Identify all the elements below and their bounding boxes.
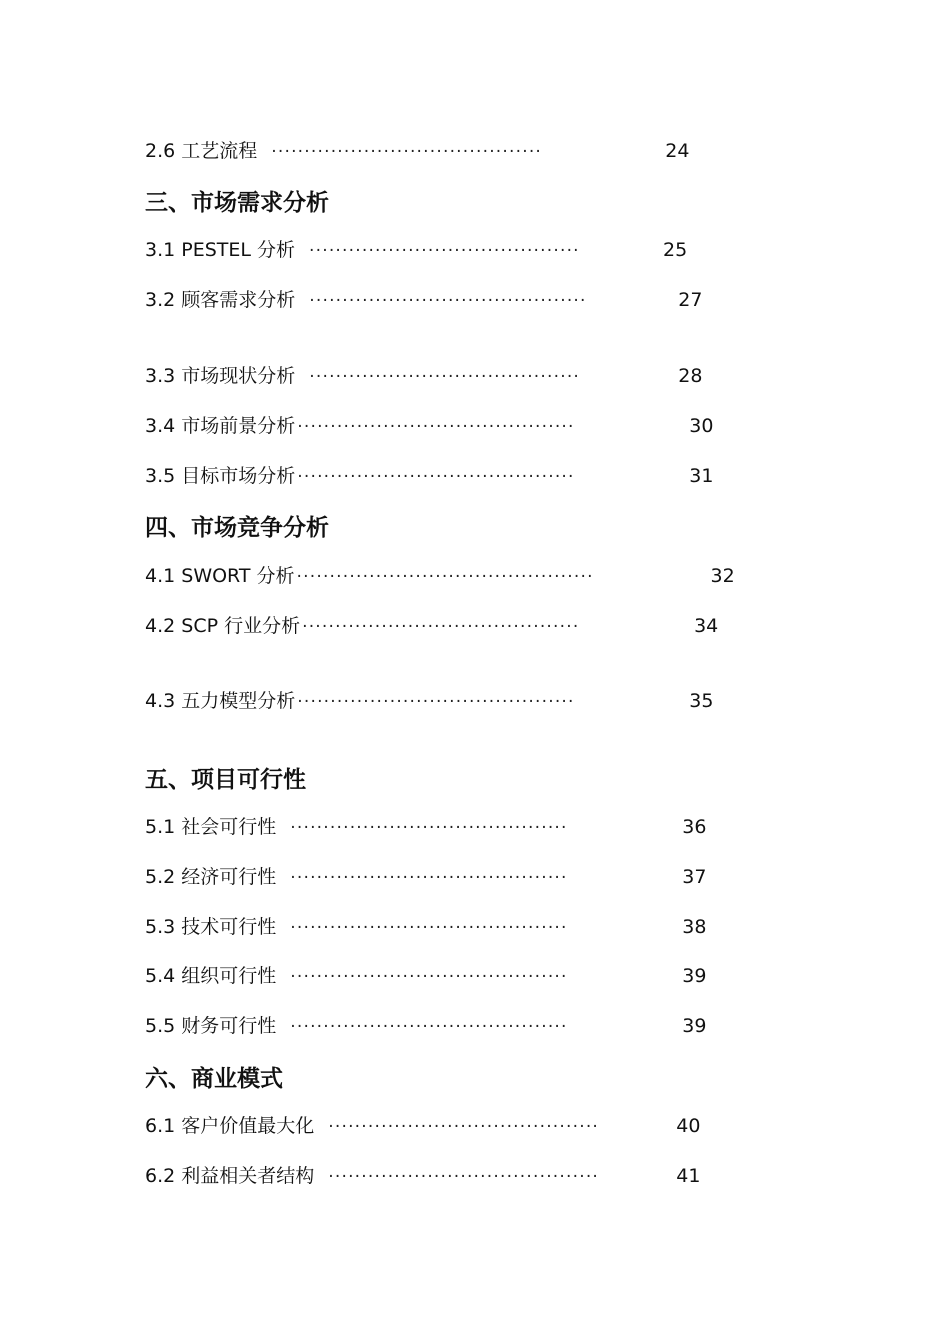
toc-section-heading[interactable] xyxy=(145,761,306,794)
toc-section-heading[interactable] xyxy=(145,509,329,542)
toc-page-number: 28 xyxy=(678,365,703,387)
toc-leader-dots: ·········································· xyxy=(290,1017,568,1037)
toc-entry[interactable] xyxy=(145,1111,700,1138)
toc-page-number: 40 xyxy=(676,1115,701,1137)
toc-leader-dots: ········································· xyxy=(309,367,581,387)
toc-page-number: 27 xyxy=(678,289,703,311)
toc-leader-dots: ············································· xyxy=(296,567,594,587)
toc-entry[interactable] xyxy=(145,1011,706,1038)
toc-heading-label: 四、市场竞争分析 xyxy=(145,515,329,541)
toc-entry-label: 4.1 SWORT 分析 xyxy=(145,565,295,587)
toc-page-number: 38 xyxy=(682,916,707,938)
toc-entry[interactable] xyxy=(145,961,706,988)
toc-leader-dots: ·········································· xyxy=(290,967,568,987)
toc-entry[interactable] xyxy=(145,461,713,488)
toc-page-number: 32 xyxy=(710,565,735,587)
toc-leader-dots: ·········································· xyxy=(309,291,587,311)
toc-page-number: 34 xyxy=(694,615,719,637)
toc-heading-label: 三、市场需求分析 xyxy=(145,190,329,216)
toc-page-number: 35 xyxy=(689,690,714,712)
toc-entry-label: 3.3 市场现状分析 xyxy=(145,365,296,387)
toc-entry-label: 3.4 市场前景分析 xyxy=(145,415,296,437)
toc-leader-dots: ·········································· xyxy=(297,417,575,437)
toc-leader-dots: ········································· xyxy=(328,1117,600,1137)
toc-entry[interactable] xyxy=(145,1161,700,1188)
toc-page-number: 36 xyxy=(682,816,707,838)
toc-entry[interactable] xyxy=(145,862,706,889)
toc-leader-dots: ·········································· xyxy=(290,868,568,888)
toc-leader-dots: ·········································· xyxy=(297,692,575,712)
toc-leader-dots: ········································· xyxy=(271,142,543,162)
toc-leader-dots: ········································· xyxy=(328,1167,600,1187)
toc-section-heading[interactable] xyxy=(145,184,329,217)
toc-entry[interactable] xyxy=(145,411,713,438)
toc-leader-dots: ·········································· xyxy=(290,818,568,838)
toc-leader-dots: ·········································· xyxy=(297,467,575,487)
toc-leader-dots: ·········································· xyxy=(290,918,568,938)
toc-section-heading[interactable] xyxy=(145,1060,283,1093)
toc-leader-dots: ········································· xyxy=(309,241,580,261)
toc-entry-label: 4.2 SCP 行业分析 xyxy=(145,615,301,637)
toc-entry[interactable] xyxy=(145,611,718,638)
toc-entry[interactable] xyxy=(145,561,735,588)
toc-heading-label: 五、项目可行性 xyxy=(145,767,306,793)
toc-entry-label: 3.5 目标市场分析 xyxy=(145,465,296,487)
toc-entry-label: 5.5 财务可行性 xyxy=(145,1015,277,1037)
toc-page-number: 31 xyxy=(689,465,714,487)
toc-entry[interactable] xyxy=(145,912,706,939)
toc-page-number: 37 xyxy=(682,866,707,888)
toc-entry[interactable] xyxy=(145,136,689,163)
toc-entry[interactable] xyxy=(145,812,706,839)
toc-entry[interactable] xyxy=(145,285,702,312)
toc-page-number: 25 xyxy=(663,239,688,261)
toc-entry-label: 6.2 利益相关者结构 xyxy=(145,1165,315,1187)
toc-page-number: 41 xyxy=(676,1165,701,1187)
toc-entry[interactable] xyxy=(145,235,687,262)
toc-entry-label: 2.6 工艺流程 xyxy=(145,140,258,162)
toc-entry[interactable] xyxy=(145,686,713,713)
toc-entry-label: 5.4 组织可行性 xyxy=(145,965,277,987)
toc-entry-label: 5.1 社会可行性 xyxy=(145,816,277,838)
toc-entry-label: 6.1 客户价值最大化 xyxy=(145,1115,315,1137)
toc-page-number: 39 xyxy=(682,965,707,987)
toc-entry-label: 3.2 顾客需求分析 xyxy=(145,289,296,311)
toc-entry-label: 5.2 经济可行性 xyxy=(145,866,277,888)
toc-heading-label: 六、商业模式 xyxy=(145,1066,283,1092)
toc-page-number: 30 xyxy=(689,415,714,437)
toc-entry-label: 5.3 技术可行性 xyxy=(145,916,277,938)
toc-entry[interactable] xyxy=(145,361,702,388)
toc-entry-label: 4.3 五力模型分析 xyxy=(145,690,296,712)
toc-entry-label: 3.1 PESTEL 分析 xyxy=(145,239,296,261)
toc-page-number: 39 xyxy=(682,1015,707,1037)
toc-leader-dots: ·········································· xyxy=(302,617,580,637)
toc-page-number: 24 xyxy=(665,140,690,162)
